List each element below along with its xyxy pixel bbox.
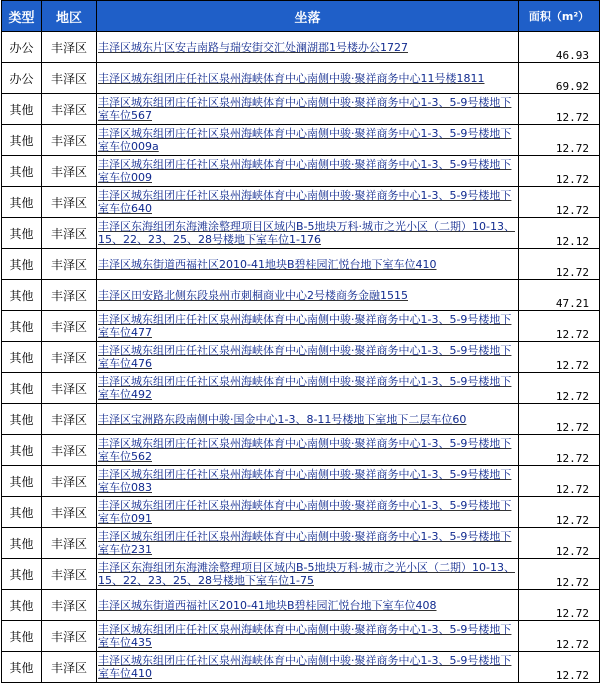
area-cell: 12.72 bbox=[519, 373, 600, 404]
header-address: 坐落 bbox=[97, 1, 519, 32]
address-cell bbox=[97, 559, 519, 590]
address-cell bbox=[97, 404, 519, 435]
type-cell: 其他 bbox=[2, 187, 42, 218]
type-cell: 其他 bbox=[2, 125, 42, 156]
area-cell: 12.72 bbox=[519, 528, 600, 559]
address-text: 丰泽区城东组团庄任社区泉州海峡体育中心南侧中骏·聚祥商务中心1-3、5-9号楼地下室车位562 bbox=[98, 437, 512, 463]
address-cell bbox=[97, 156, 519, 187]
area-cell: 12.72 bbox=[519, 249, 600, 280]
area-cell: 12.72 bbox=[519, 435, 600, 466]
address-cell bbox=[97, 280, 519, 311]
type-cell: 其他 bbox=[2, 466, 42, 497]
table-row bbox=[2, 63, 600, 94]
address-text: 丰泽区城东组团庄任社区泉州海峡体育中心南侧中骏·聚祥商务中心1-3、5-9号楼地下室车位009a bbox=[98, 127, 512, 153]
district-cell: 丰泽区 bbox=[42, 590, 97, 621]
type-cell: 办公 bbox=[2, 32, 42, 63]
address-cell bbox=[97, 466, 519, 497]
address-text: 丰泽区城东组团庄任社区泉州海峡体育中心南侧中骏·聚祥商务中心1-3、5-9号楼地下室车位640 bbox=[98, 189, 512, 215]
address-cell bbox=[97, 652, 519, 683]
address-text: 丰泽区城东街道西福社区2010-41地块B碧桂园汇悦台地下室车位410 bbox=[98, 257, 437, 271]
address-text: 丰泽区东海组团东海滩涂整理项目区域内B-5地块万科·城市之光小区（二期）10-13、15、22、23、25、28号楼地下室车位1-75 bbox=[98, 561, 515, 587]
address-cell bbox=[97, 249, 519, 280]
table-row bbox=[2, 497, 600, 528]
address-text: 丰泽区田安路北侧东段泉州市刺桐商业中心2号楼商务金融1515 bbox=[98, 288, 408, 302]
address-cell bbox=[97, 32, 519, 63]
address-cell bbox=[97, 187, 519, 218]
district-cell: 丰泽区 bbox=[42, 311, 97, 342]
district-cell: 丰泽区 bbox=[42, 218, 97, 249]
district-cell: 丰泽区 bbox=[42, 63, 97, 94]
address-cell bbox=[97, 311, 519, 342]
address-text: 丰泽区城东组团庄任社区泉州海峡体育中心南侧中骏·聚祥商务中心1-3、5-9号楼地下室车位009 bbox=[98, 158, 512, 184]
address-cell bbox=[97, 125, 519, 156]
address-text: 丰泽区城东组团庄任社区泉州海峡体育中心南侧中骏·聚祥商务中心1-3、5-9号楼地下室车位091 bbox=[98, 499, 512, 525]
table-row bbox=[2, 187, 600, 218]
table-row bbox=[2, 156, 600, 187]
district-cell: 丰泽区 bbox=[42, 466, 97, 497]
table-row bbox=[2, 652, 600, 683]
address-text: 丰泽区城东片区安吉南路与瑞安街交汇处澜湖郡1号楼办公1727 bbox=[98, 40, 408, 54]
area-cell: 12.72 bbox=[519, 559, 600, 590]
area-cell: 12.72 bbox=[519, 94, 600, 125]
address-cell bbox=[97, 218, 519, 249]
address-cell bbox=[97, 373, 519, 404]
area-cell: 12.72 bbox=[519, 311, 600, 342]
address-text: 丰泽区宝洲路东段南侧中骏·国金中心1-3、8-11号楼地下室地下二层车位60 bbox=[98, 412, 467, 426]
type-cell: 其他 bbox=[2, 249, 42, 280]
property-table bbox=[1, 0, 600, 683]
table-row bbox=[2, 125, 600, 156]
district-cell: 丰泽区 bbox=[42, 249, 97, 280]
address-cell bbox=[97, 497, 519, 528]
address-text: 丰泽区东海组团东海滩涂整理项目区域内B-5地块万科·城市之光小区（二期）10-13、15、22、23、25、28号楼地下室车位1-176 bbox=[98, 220, 515, 246]
area-cell: 12.72 bbox=[519, 156, 600, 187]
type-cell: 其他 bbox=[2, 373, 42, 404]
table-row bbox=[2, 94, 600, 125]
district-cell: 丰泽区 bbox=[42, 94, 97, 125]
area-cell: 12.72 bbox=[519, 497, 600, 528]
table-row bbox=[2, 373, 600, 404]
address-text: 丰泽区城东组团庄任社区泉州海峡体育中心南侧中骏·聚祥商务中心1-3、5-9号楼地下室车位567 bbox=[98, 96, 512, 122]
type-cell: 其他 bbox=[2, 94, 42, 125]
address-cell bbox=[97, 63, 519, 94]
address-text: 丰泽区城东街道西福社区2010-41地块B碧桂园汇悦台地下室车位408 bbox=[98, 598, 437, 612]
table-row bbox=[2, 311, 600, 342]
table-row bbox=[2, 559, 600, 590]
type-cell: 其他 bbox=[2, 652, 42, 683]
type-cell: 其他 bbox=[2, 497, 42, 528]
address-text: 丰泽区城东组团庄任社区泉州海峡体育中心南侧中骏·聚祥商务中心1-3、5-9号楼地下室车位231 bbox=[98, 530, 512, 556]
table-row bbox=[2, 218, 600, 249]
address-text: 丰泽区城东组团庄任社区泉州海峡体育中心南侧中骏·聚祥商务中心1-3、5-9号楼地下室车位476 bbox=[98, 344, 512, 370]
header-area: 面积（m²） bbox=[519, 1, 600, 32]
type-cell: 其他 bbox=[2, 435, 42, 466]
area-cell: 12.72 bbox=[519, 404, 600, 435]
area-cell: 46.93 bbox=[519, 32, 600, 63]
table-row bbox=[2, 249, 600, 280]
type-cell: 办公 bbox=[2, 63, 42, 94]
address-text: 丰泽区城东组团庄任社区泉州海峡体育中心南侧中骏·聚祥商务中心1-3、5-9号楼地下室车位410 bbox=[98, 654, 512, 680]
table-row bbox=[2, 280, 600, 311]
table-body bbox=[2, 32, 600, 683]
address-text: 丰泽区城东组团庄任社区泉州海峡体育中心南侧中骏·聚祥商务中心1-3、5-9号楼地下室车位477 bbox=[98, 313, 512, 339]
table-row bbox=[2, 435, 600, 466]
district-cell: 丰泽区 bbox=[42, 280, 97, 311]
area-cell: 12.72 bbox=[519, 652, 600, 683]
type-cell: 其他 bbox=[2, 280, 42, 311]
type-cell: 其他 bbox=[2, 311, 42, 342]
address-cell bbox=[97, 94, 519, 125]
table-row bbox=[2, 590, 600, 621]
address-cell bbox=[97, 435, 519, 466]
area-cell: 69.92 bbox=[519, 63, 600, 94]
address-cell bbox=[97, 621, 519, 652]
type-cell: 其他 bbox=[2, 156, 42, 187]
type-cell: 其他 bbox=[2, 342, 42, 373]
area-cell: 12.72 bbox=[519, 466, 600, 497]
area-cell: 12.72 bbox=[519, 125, 600, 156]
address-text: 丰泽区城东组团庄任社区泉州海峡体育中心南侧中骏·聚祥商务中心1-3、5-9号楼地下室车位083 bbox=[98, 468, 512, 494]
district-cell: 丰泽区 bbox=[42, 32, 97, 63]
area-cell: 12.72 bbox=[519, 621, 600, 652]
district-cell: 丰泽区 bbox=[42, 528, 97, 559]
header-district: 地区 bbox=[42, 1, 97, 32]
table-row bbox=[2, 342, 600, 373]
address-cell bbox=[97, 590, 519, 621]
type-cell: 其他 bbox=[2, 404, 42, 435]
district-cell: 丰泽区 bbox=[42, 156, 97, 187]
address-cell bbox=[97, 528, 519, 559]
address-text: 丰泽区城东组团庄任社区泉州海峡体育中心南侧中骏·聚祥商务中心11号楼1811 bbox=[98, 71, 485, 85]
district-cell: 丰泽区 bbox=[42, 404, 97, 435]
table-row bbox=[2, 466, 600, 497]
district-cell: 丰泽区 bbox=[42, 435, 97, 466]
header-type: 类型 bbox=[2, 1, 42, 32]
table-row bbox=[2, 528, 600, 559]
area-cell: 12.72 bbox=[519, 342, 600, 373]
table-row bbox=[2, 32, 600, 63]
address-cell bbox=[97, 342, 519, 373]
district-cell: 丰泽区 bbox=[42, 187, 97, 218]
district-cell: 丰泽区 bbox=[42, 125, 97, 156]
table-row bbox=[2, 404, 600, 435]
district-cell: 丰泽区 bbox=[42, 652, 97, 683]
type-cell: 其他 bbox=[2, 621, 42, 652]
district-cell: 丰泽区 bbox=[42, 342, 97, 373]
area-cell: 12.12 bbox=[519, 218, 600, 249]
area-cell: 47.21 bbox=[519, 280, 600, 311]
type-cell: 其他 bbox=[2, 590, 42, 621]
district-cell: 丰泽区 bbox=[42, 497, 97, 528]
district-cell: 丰泽区 bbox=[42, 621, 97, 652]
address-text: 丰泽区城东组团庄任社区泉州海峡体育中心南侧中骏·聚祥商务中心1-3、5-9号楼地下室车位492 bbox=[98, 375, 512, 401]
type-cell: 其他 bbox=[2, 218, 42, 249]
district-cell: 丰泽区 bbox=[42, 373, 97, 404]
address-text: 丰泽区城东组团庄任社区泉州海峡体育中心南侧中骏·聚祥商务中心1-3、5-9号楼地下室车位435 bbox=[98, 623, 512, 649]
area-cell: 12.72 bbox=[519, 590, 600, 621]
type-cell: 其他 bbox=[2, 559, 42, 590]
table-row bbox=[2, 621, 600, 652]
area-cell: 12.72 bbox=[519, 187, 600, 218]
header-row bbox=[2, 1, 600, 32]
type-cell: 其他 bbox=[2, 528, 42, 559]
district-cell: 丰泽区 bbox=[42, 559, 97, 590]
